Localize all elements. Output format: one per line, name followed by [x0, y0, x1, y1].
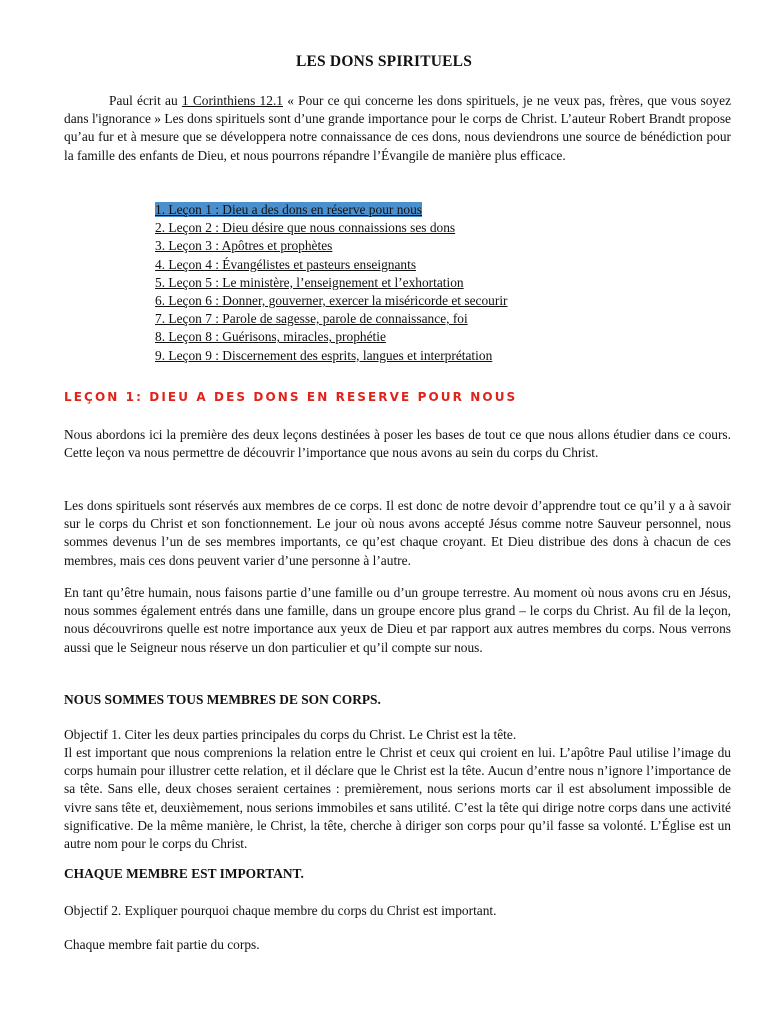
section-heading-members: NOUS SOMMES TOUS MEMBRES DE SON CORPS. — [64, 692, 381, 707]
body-paragraph-2: Les dons spirituels sont réservés aux membres de ce corps. Il est donc de notre devoir d’apprendre tout ce qu’il y a à savoir sur le corps du Christ et son fonctionnement. Le jour où nous avons accepté Jésus comme notre Sauveur personnel, nous sommes devenus l’un de ses membres importants, ce qu’est chaque croyant. Et Dieu distribue des dons à chacun de ces membres, mais ces dons peuvent varier d’une personne à l’autre. — [64, 498, 731, 568]
toc-item-lesson-2[interactable]: 2. Leçon 2 : Dieu désire que nous connaissions ses dons — [155, 220, 456, 236]
document-title: LES DONS SPIRITUELS — [295, 53, 473, 70]
body-paragraph-1: Nous abordons ici la première des deux leçons destinées à poser les bases de tout ce que nous allons étudier dans ce cours. Cette leçon va nous permettre de découvrir l’importance que nous avons au sein du corps du Christ. — [64, 427, 731, 461]
toc-item-lesson-3[interactable]: 3. Leçon 3 : Apôtres et prophètes — [155, 238, 333, 254]
toc-item-lesson-7[interactable]: 7. Leçon 7 : Parole de sagesse, parole de connaissance, foi — [155, 311, 468, 327]
objective-1: Objectif 1. Citer les deux parties principales du corps du Christ. Le Christ est la tête. — [64, 727, 517, 742]
objective-1-body: Il est important que nous comprenions la relation entre le Christ et ceux qui croient en lui. L’apôtre Paul utilise l’image du corps humain pour illustrer cette relation, et il déclare que le Christ est la tête. Aucun d’entre nous n’ignore l’importance de sa tête. Sans elle, deux choses seraient certaines : premièrement, nous serions morts car il est absolument impossible de vivre sans tête et, deuxièmement, nous serions immobiles et sans utilité. C’est la tête qui dirige notre corps dans une activité significative. De la même manière, le Christ, la tête, cherche à diriger son corps pour qu’il fasse sa volonté. L’Église est un autre nom pour le corps du Christ. — [64, 745, 731, 852]
lesson-1-heading: LEÇON 1: DIEU A DES DONS EN RESERVE POUR NOUS — [64, 390, 518, 404]
toc-item-lesson-5[interactable]: 5. Leçon 5 : Le ministère, l’enseignement et l’exhortation — [155, 274, 464, 290]
table-of-contents — [155, 201, 508, 365]
closing-line: Chaque membre fait partie du corps. — [64, 937, 260, 952]
toc-item-lesson-6[interactable]: 6. Leçon 6 : Donner, gouverner, exercer la miséricorde et secourir — [155, 293, 508, 309]
intro-text-after: « Pour ce qui concerne les dons spirituels, je ne veux pas, frères, que vous soyez dans l'ignorance » Les dons spirituels sont d’une grande importance pour le corps de Christ. L’auteur Robert Brandt propose qu’au fur et à mesure que se développera notre connaissance de ces dons, nous deviendrons une source de bénédiction pour la famille des enfants de Dieu, et nous pourrons répandre l’Évangile de manière plus efficace. — [64, 93, 732, 163]
toc-item-lesson-9[interactable]: 9. Leçon 9 : Discernement des esprits, langues et interprétation — [155, 347, 493, 363]
section-heading-each-member: CHAQUE MEMBRE EST IMPORTANT. — [64, 866, 304, 881]
toc-item-lesson-4[interactable]: 4. Leçon 4 : Évangélistes et pasteurs enseignants — [155, 256, 417, 272]
body-paragraph-3: En tant qu’être humain, nous faisons partie d’une famille ou d’un groupe terrestre. Au moment où nous avons cru en Jésus, nous sommes également entrés dans une famille, dans un groupe encore plus grand – le corps du Christ. Au fil de la leçon, nous découvrirons quelle est notre importance aux yeux de Dieu et par rapport aux autres membres du corps. Nous verrons aussi que le Seigneur nous réserve un don particulier et qu’il compte sur nous. — [64, 585, 731, 655]
bible-reference-link[interactable]: 1 Corinthiens 12.1 — [181, 93, 283, 108]
objective-2: Objectif 2. Expliquer pourquoi chaque membre du corps du Christ est important. — [64, 903, 497, 918]
intro-paragraph — [64, 92, 731, 165]
toc-item-lesson-8[interactable]: 8. Leçon 8 : Guérisons, miracles, prophétie — [155, 329, 386, 345]
intro-text-before: Paul écrit au — [109, 93, 182, 108]
toc-item-lesson-1[interactable]: 1. Leçon 1 : Dieu a des dons en réserve pour nous — [155, 202, 422, 217]
